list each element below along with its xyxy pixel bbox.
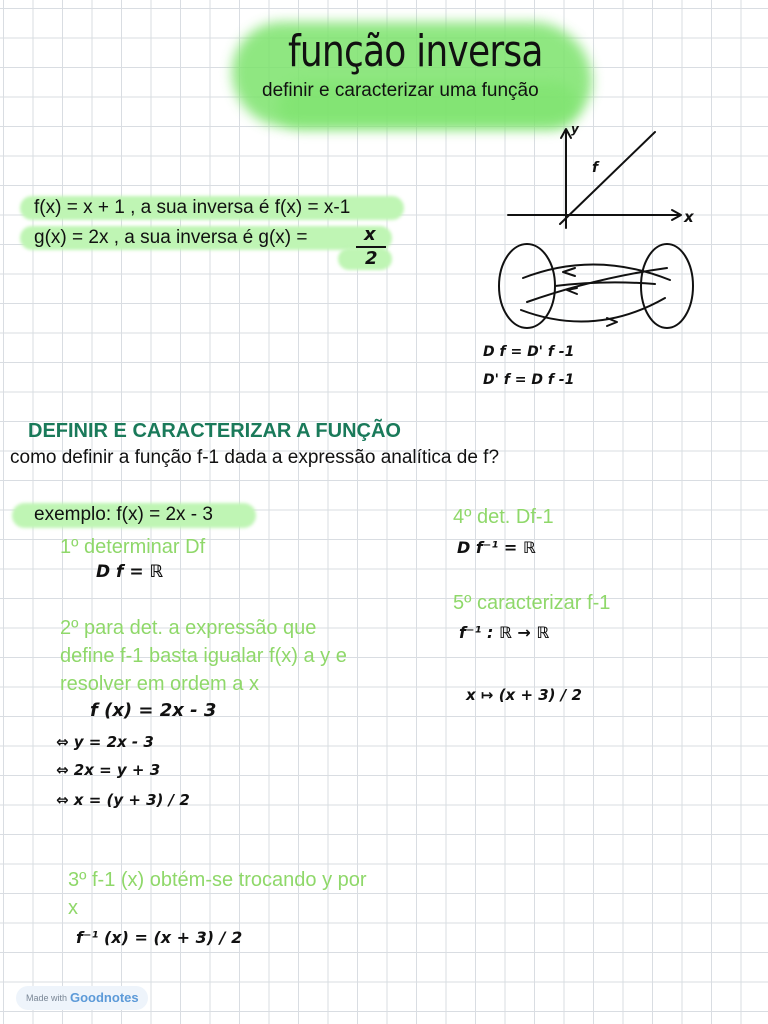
mapping-diagram <box>495 238 700 333</box>
example-label: exemplo: f(x) = 2x - 3 <box>34 504 213 525</box>
step-1-text: 1º determinar Df <box>60 536 206 558</box>
domain-note-1: D f = D' f -1 <box>483 344 575 360</box>
step-4-text: 4º det. Df-1 <box>453 506 554 528</box>
section-question: como definir a função f-1 dada a expressão analítica de f? <box>10 447 500 468</box>
step-3-text: 3º f-1 (x) obtém-se trocando y por x <box>68 869 367 919</box>
step-1-hand: D f = ℝ <box>96 562 164 582</box>
page-title: função inversa <box>288 26 543 77</box>
step-5-hand: f⁻¹ : ℝ → ℝ <box>459 623 550 642</box>
step-4-hand: D f⁻¹ = ℝ <box>457 538 536 557</box>
graph-axis-x: x <box>684 208 694 226</box>
function-graph <box>500 120 700 230</box>
domain-note-2: D' f = D f -1 <box>483 372 575 388</box>
section-heading: DEFINIR E CARACTERIZAR A FUNÇÃO <box>28 420 401 442</box>
step-5-text: 5º caracterizar f-1 <box>453 592 611 614</box>
page-subtitle: definir e caracterizar uma função <box>262 80 539 101</box>
intro-line-1: f(x) = x + 1 , a sua inversa é f(x) = x-1 <box>34 197 351 218</box>
graph-axis-y: y <box>571 122 579 136</box>
step-2-hand-2: ⇔ y = 2x - 3 <box>56 733 154 751</box>
intro-line-2: g(x) = 2x , a sua inversa é g(x) = <box>34 227 308 248</box>
graph-line-label: f <box>592 160 599 176</box>
step-2-text: 2º para det. a expressão que define f-1 basta igualar f(x) a y e resolver em ordem a x <box>60 617 347 695</box>
goodnotes-brand: Goodnotes <box>70 990 139 1005</box>
intro-fraction-denominator: 2 <box>365 248 378 269</box>
step-3-hand: f⁻¹ (x) = (x + 3) / 2 <box>76 928 243 947</box>
step-2-hand-4: ⇔ x = (y + 3) / 2 <box>56 791 190 809</box>
made-with-label: Made with <box>26 993 68 1003</box>
step-2-hand-3: ⇔ 2x = y + 3 <box>56 761 161 779</box>
step-5-hand-mapping: x ↦ (x + 3) / 2 <box>466 686 582 704</box>
intro-fraction-numerator: x <box>364 224 376 245</box>
step-2-hand-1: f (x) = 2x - 3 <box>90 700 217 721</box>
goodnotes-badge <box>16 986 148 1010</box>
